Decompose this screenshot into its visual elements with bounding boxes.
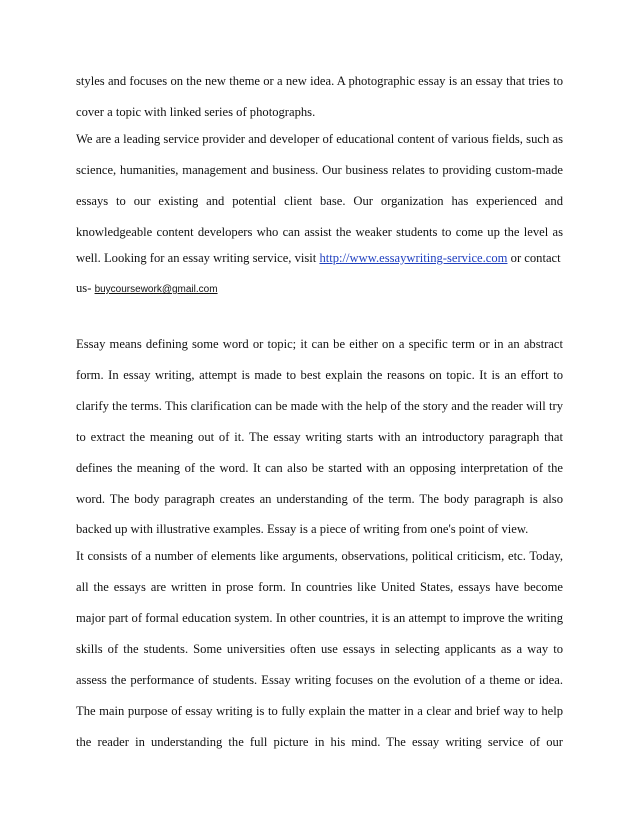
- text-line: backed up with illustrative examples. Essay is a piece of writing from one's point of view.: [76, 522, 529, 536]
- text-line: Essay means defining some word or topic; it can be either on a specific term or in an abstract: [76, 337, 563, 351]
- text-line: word. The body paragraph creates an understanding of the term. The body paragraph is also: [76, 492, 563, 506]
- text-line: science, humanities, management and business. Our business relates to providing custom-made: [76, 163, 563, 177]
- text-line: cover a topic with linked series of photographs.: [76, 105, 316, 119]
- website-link[interactable]: http://www.essaywriting-service.com: [319, 251, 508, 265]
- contact-line: [76, 280, 563, 296]
- text-line: major part of formal education system. In other countries, it is an attempt to improve the writing: [76, 611, 563, 625]
- text-line: It consists of a number of elements like arguments, observations, political criticism, etc. Today,: [76, 549, 563, 563]
- text-line-with-link: [76, 250, 563, 266]
- text-segment: or contact: [510, 251, 561, 265]
- text-line: assess the performance of students. Essay writing focuses on the evolution of a theme or idea.: [76, 673, 563, 687]
- email-link[interactable]: buycoursework@gmail.com: [94, 284, 218, 295]
- text-line: defines the meaning of the word. It can also be started with an opposing interpretation of the: [76, 461, 563, 475]
- text-line: styles and focuses on the new theme or a new idea. A photographic essay is an essay that tries to: [76, 74, 563, 88]
- text-line: skills of the students. Some universities often use essays in selecting applicants as a way to: [76, 642, 563, 656]
- text-line: clarify the terms. This clarification can be made with the help of the story and the reader will try: [76, 399, 563, 413]
- text-line: We are a leading service provider and developer of educational content of various fields, such as: [76, 132, 563, 146]
- text-line: form. In essay writing, attempt is made to best explain the reasons on topic. It is an effort to: [76, 368, 563, 382]
- text-line: all the essays are written in prose form. In countries like United States, essays have become: [76, 580, 563, 594]
- text-line: essays to our existing and potential client base. Our organization has experienced and: [76, 194, 563, 208]
- text-segment: well. Looking for an essay writing service, visit: [76, 251, 317, 265]
- text-line: to extract the meaning out of it. The essay writing starts with an introductory paragraph that: [76, 430, 563, 444]
- text-line: the reader in understanding the full picture in his mind. The essay writing service of our: [76, 735, 563, 749]
- text-segment: us-: [76, 281, 92, 295]
- text-line: The main purpose of essay writing is to fully explain the matter in a clear and brief way to help: [76, 704, 563, 718]
- text-line: knowledgeable content developers who can assist the weaker students to come up the level as: [76, 225, 563, 239]
